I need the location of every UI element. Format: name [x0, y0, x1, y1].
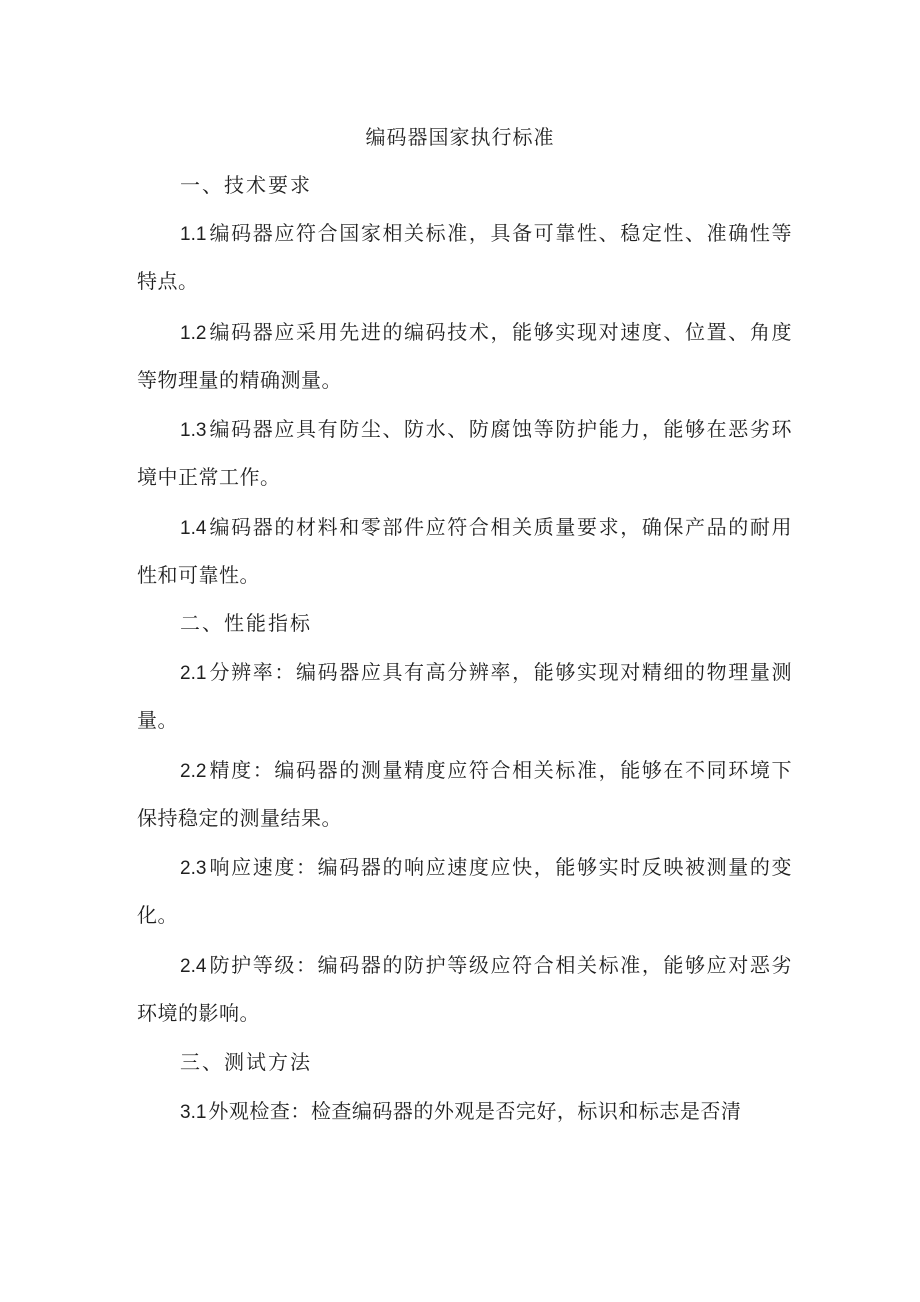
paragraph-1-2-line-2: 等物理量的精确测量。 [137, 368, 342, 392]
paragraph-2-3-line-1 [180, 853, 792, 883]
paragraph-2-4-line-2: 环境的影响。 [137, 1001, 260, 1025]
item-text: 编码器的材料和零部件应符合相关质量要求，确保产品的耐用 [208, 515, 792, 539]
item-number: 1.2 [180, 323, 207, 344]
item-number: 2.3 [180, 858, 207, 879]
paragraph-2-4-line-1 [180, 951, 792, 981]
section-heading-2: 二、性能指标 [180, 611, 312, 635]
item-text: 编码器应符合国家相关标准，具备可靠性、稳定性、准确性等 [208, 221, 792, 245]
paragraph-1-1-line-1 [180, 219, 792, 249]
item-text: 编码器应具有防尘、防水、防腐蚀等防护能力，能够在恶劣环 [208, 417, 792, 441]
paragraph-2-1-line-2: 量。 [137, 708, 178, 732]
section-heading-1: 一、技术要求 [180, 173, 312, 197]
item-text: 防护等级：编码器的防护等级应符合相关标准，能够应对恶劣 [208, 953, 792, 977]
paragraph-1-1-line-2: 特点。 [137, 269, 199, 293]
item-number: 1.4 [180, 518, 207, 539]
item-text: 编码器应采用先进的编码技术，能够实现对速度、位置、角度 [208, 320, 792, 344]
paragraph-3-1-line-1 [180, 1097, 741, 1127]
item-text: 外观检查：检查编码器的外观是否完好，标识和标志是否清 [208, 1099, 742, 1123]
document-title: 编码器国家执行标准 [365, 125, 555, 149]
item-number: 2.4 [180, 956, 207, 977]
paragraph-2-1-line-1 [180, 658, 792, 688]
paragraph-1-4-line-2: 性和可靠性。 [137, 563, 260, 587]
paragraph-1-3-line-1 [180, 415, 792, 445]
item-number: 3.1 [180, 1102, 207, 1123]
paragraph-1-3-line-2: 境中正常工作。 [137, 465, 281, 489]
item-number: 1.1 [180, 224, 207, 245]
item-text: 响应速度：编码器的响应速度应快，能够实时反映被测量的变 [208, 855, 792, 879]
paragraph-2-3-line-2: 化。 [137, 903, 178, 927]
paragraph-2-2-line-1 [180, 756, 792, 786]
item-number: 2.1 [180, 663, 207, 684]
section-heading-3: 三、测试方法 [180, 1050, 312, 1074]
item-text: 分辨率：编码器应具有高分辨率，能够实现对精细的物理量测 [208, 660, 792, 684]
paragraph-1-4-line-1 [180, 513, 792, 543]
item-text: 精度：编码器的测量精度应符合相关标准，能够在不同环境下 [208, 758, 792, 782]
paragraph-1-2-line-1 [180, 318, 792, 348]
item-number: 2.2 [180, 761, 207, 782]
item-number: 1.3 [180, 420, 207, 441]
paragraph-2-2-line-2: 保持稳定的测量结果。 [137, 806, 342, 830]
